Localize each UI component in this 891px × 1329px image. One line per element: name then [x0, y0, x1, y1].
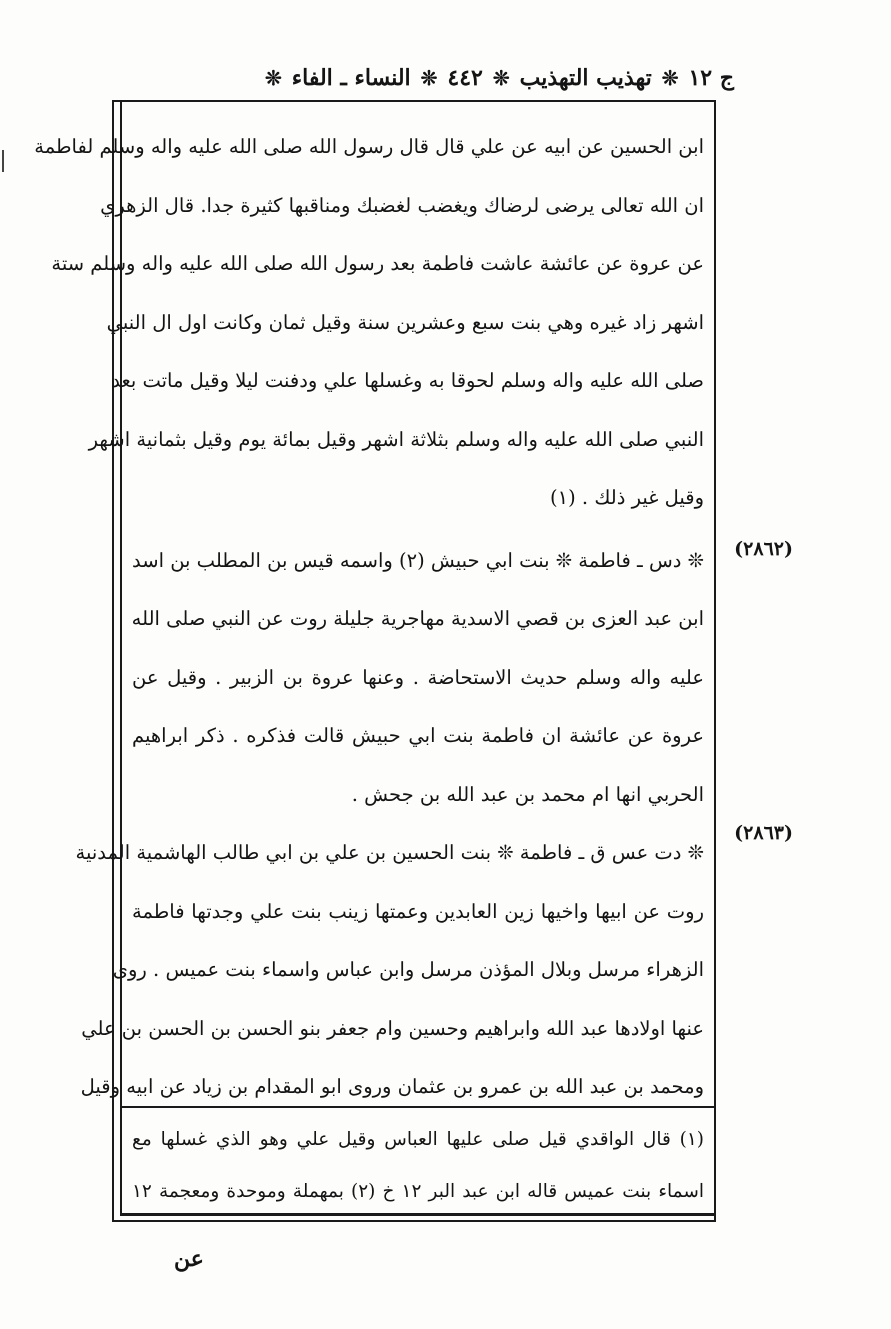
catchword: عن: [174, 1246, 204, 1272]
text-line: ❊ دس ـ فاطمة ❊ بنت ابي حبيش (٢) واسمه قيس بن المطلب بن اسد: [132, 548, 704, 572]
text-line: وقيل غير ذلك . (١): [550, 486, 704, 509]
text-line: النبي صلى الله عليه واله وسلم بثلاثة اشهر وقيل بمائة يوم وقيل بثمانية اشهر: [88, 427, 704, 451]
text-line: عليه واله وسلم حديث الاستحاضة . وعنها عروة بن الزبير . وقيل عن: [132, 665, 704, 689]
footnote-line: (١) قال الواقدي قيل صلى عليها العباس وقيل علي وهو الذي غسلها مع: [132, 1129, 704, 1150]
entry-number: (٢٨٦٣): [734, 822, 793, 844]
section-title: النساء ـ الفاء: [291, 65, 411, 91]
running-header: [104, 56, 734, 100]
text-line: عن عروة عن عائشة عاشت فاطمة بعد رسول الله صلى الله عليه واله وسلم ستة: [51, 252, 704, 275]
text-line: الزهراء مرسل وبلال المؤذن مرسل وابن عباس واسماء بنت عميس . روى: [112, 958, 704, 981]
footnotes: [132, 1114, 704, 1218]
ornament-icon: ❊: [420, 66, 438, 90]
text-line: اشهر زاد غيره وهي بنت سبع وعشرين سنة وقيل ثمان وكانت اول ال النبي: [106, 310, 704, 334]
text-line: ان الله تعالى يرضى لرضاك ويغضب لغضبك ومناقبها كثيرة جدا. قال الزهري: [100, 193, 704, 217]
main-text: [34, 118, 704, 1117]
footnote-divider: [122, 1106, 714, 1108]
page-number: ٤٤٢: [447, 65, 483, 91]
ornament-icon: ❊: [661, 66, 679, 90]
text-line: ابن الحسين عن ابيه عن علي قال قال رسول الله صلى الله عليه واله وسلم لفاطمة: [34, 135, 704, 158]
text-line: صلى الله عليه واله وسلم لحوقا به وغسلها علي ودفنت ليلا وقيل ماتت بعد: [111, 369, 704, 392]
book-title: تهذيب التهذيب: [519, 65, 652, 91]
ornament-icon: ❊: [265, 66, 282, 90]
volume-label: ج ١٢: [688, 65, 734, 91]
footnote-line: اسماء بنت عميس قاله ابن عبد البر ١٢ خ (٢) بمهملة وموحدة ومعجمة ١٢: [132, 1181, 704, 1202]
entry-number: (٢٨٦٢): [734, 538, 793, 560]
text-line: روت عن ابيها واخيها زين العابدين وعمتها زينب بنت علي وجدتها فاطمة: [132, 899, 704, 923]
text-line: ابن عبد العزى بن قصي الاسدية مهاجرية جليلة روت عن النبي صلى الله: [131, 607, 704, 630]
text-line: الحربي انها ام محمد بن عبد الله بن جحش .: [351, 782, 704, 806]
text-line: ومحمد بن عبد الله بن عمرو بن عثمان وروى ابو المقدام بن زياد عن ابيه وقيل: [80, 1075, 704, 1098]
margin-mark: [2, 150, 4, 172]
text-line: عروة عن عائشة ان فاطمة بنت ابي حبيش قالت فذكره . ذكر ابراهيم: [132, 724, 704, 747]
ornament-icon: ❊: [492, 66, 510, 90]
text-line: ❊ دت عس ق ـ فاطمة ❊ بنت الحسين بن علي بن ابي طالب الهاشمية المدنية: [75, 841, 704, 864]
text-line: عنها اولادها عبد الله وابراهيم وحسين وام جعفر بنو الحسن بن الحسن بن علي: [81, 1016, 704, 1040]
